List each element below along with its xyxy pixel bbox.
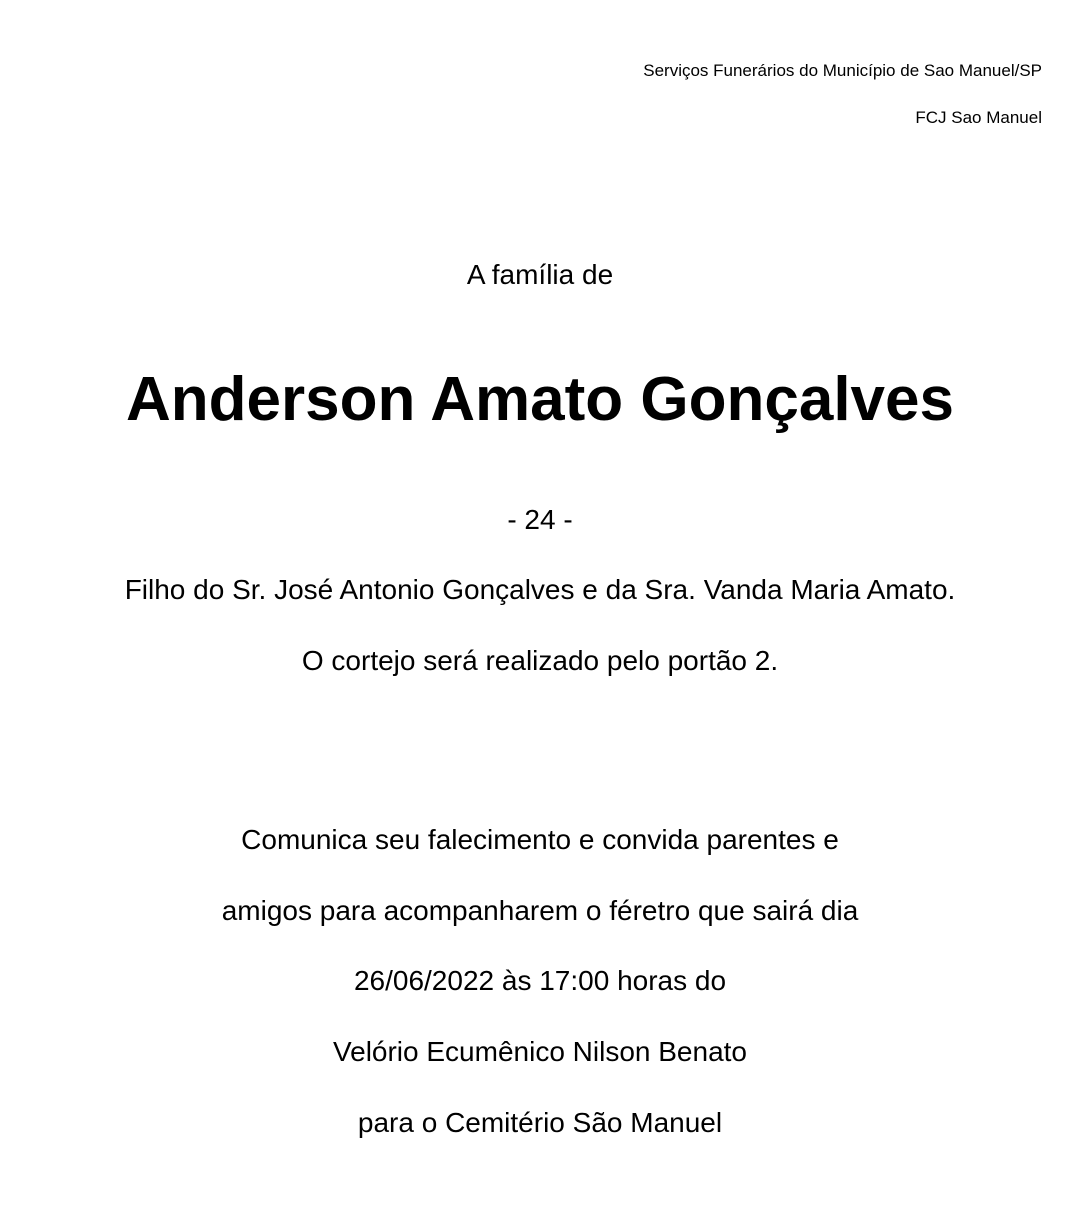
message-line: para o Cemitério São Manuel xyxy=(357,1107,723,1138)
organization-name: Serviços Funerários do Município de Sao Manuel/SP xyxy=(643,61,1042,80)
message-line: 26/06/2022 às 17:00 horas do xyxy=(353,965,727,996)
message-line: Velório Ecumênico Nilson Benato xyxy=(332,1036,747,1067)
deceased-age: - 24 - xyxy=(507,504,573,535)
intro-text: A família de xyxy=(466,259,614,290)
parents-text: Filho do Sr. José Antonio Gonçalves e da Sra. Vanda Maria Amato. xyxy=(124,574,956,605)
unit-name: FCJ Sao Manuel xyxy=(915,108,1042,127)
cortejo-text: O cortejo será realizado pelo portão 2. xyxy=(301,645,779,676)
message-line: Comunica seu falecimento e convida parentes e xyxy=(241,824,839,855)
deceased-name: Anderson Amato Gonçalves xyxy=(125,365,954,434)
message-line: amigos para acompanharem o féretro que sairá dia xyxy=(221,895,859,926)
